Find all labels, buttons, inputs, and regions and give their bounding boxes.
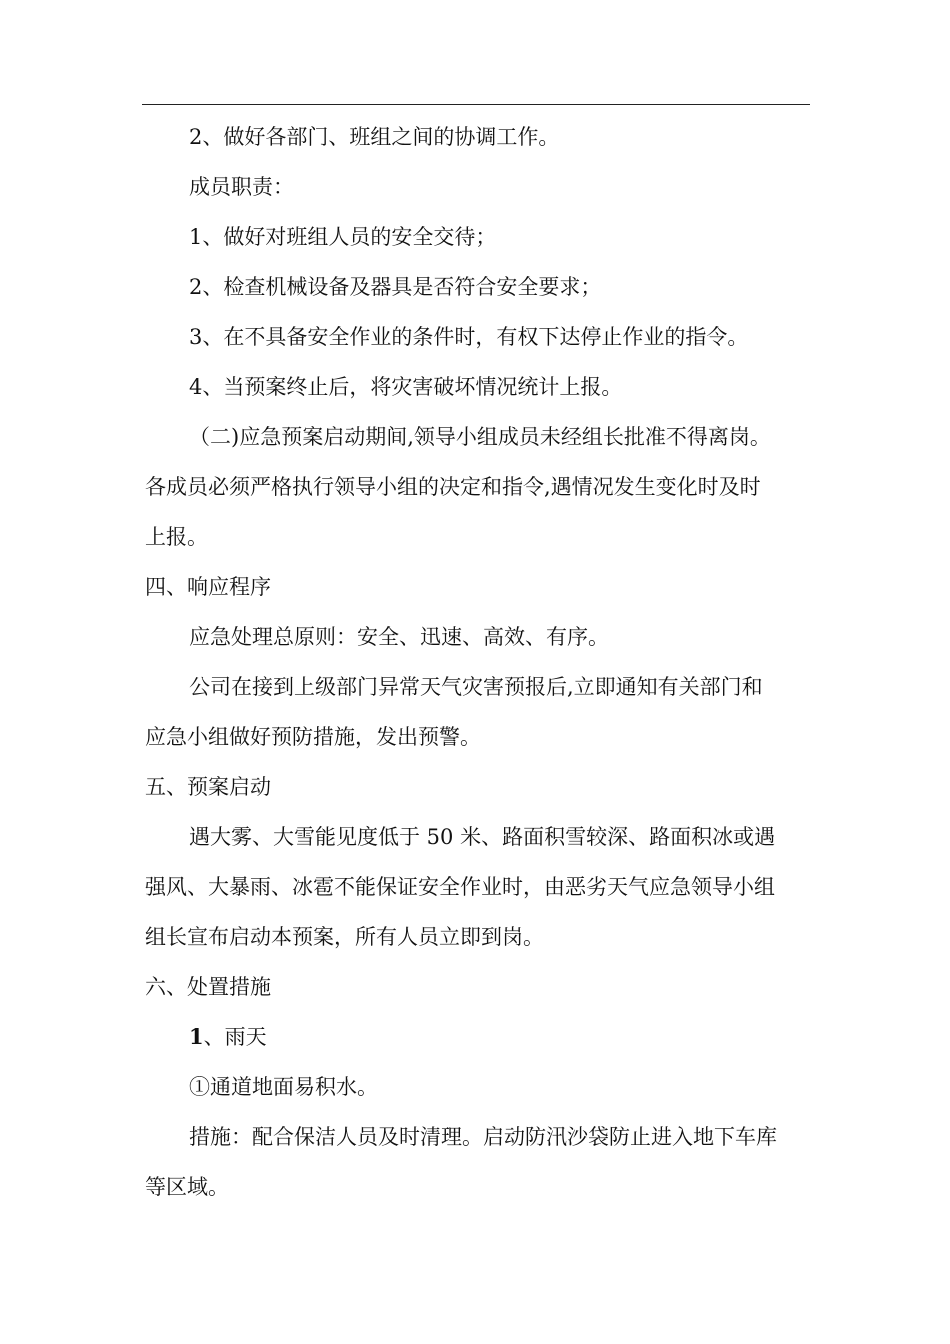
paragraph-line: 应急处理总原则：安全、迅速、高效、有序。	[189, 625, 609, 649]
paragraph-line: 应急小组做好预防措施，发出预警。	[145, 725, 481, 749]
paragraph-line: 组长宣布启动本预案，所有人员立即到岗。	[145, 925, 544, 949]
paragraph-line: 措施：配合保洁人员及时清理。启动防汛沙袋防止进入地下车库	[189, 1125, 777, 1149]
subheading-rainy-day	[145, 1012, 809, 1062]
paragraph-line: 强风、大暴雨、冰雹不能保证安全作业时，由恶劣天气应急领导小组	[145, 875, 775, 899]
subheading-number: 1	[189, 1024, 204, 1049]
paragraph-line: 等区域。	[145, 1175, 229, 1199]
paragraph-line: 上报。	[145, 525, 208, 549]
paragraph-line: 各成员必须严格执行领导小组的决定和指令,遇情况发生变化时及时	[145, 475, 761, 499]
paragraph-line: 1、做好对班组人员的安全交待；	[189, 225, 497, 249]
paragraph-line: 3、在不具备安全作业的条件时，有权下达停止作业的指令。	[189, 325, 749, 349]
paragraph-line: 2、检查机械设备及器具是否符合安全要求；	[189, 275, 602, 299]
section-heading-measures: 六、处置措施	[145, 975, 271, 999]
paragraph-line: （二)应急预案启动期间,领导小组成员未经组长批准不得离岗。	[189, 425, 771, 449]
subheading-text: 、雨天	[203, 1025, 267, 1049]
section-heading-activation: 五、预案启动	[145, 775, 271, 799]
paragraph-line: ①通道地面易积水。	[189, 1075, 378, 1099]
header-rule	[142, 104, 810, 105]
paragraph-line: 2、做好各部门、班组之间的协调工作。	[189, 125, 560, 149]
paragraph-line: 公司在接到上级部门异常天气灾害预报后,立即通知有关部门和	[189, 675, 763, 699]
paragraph-line: 4、当预案终止后，将灾害破坏情况统计上报。	[189, 375, 623, 399]
document-body	[145, 112, 809, 1212]
paragraph-line: 遇大雾、大雪能见度低于 50 米、路面积雪较深、路面积冰或遇	[189, 825, 776, 849]
section-heading-response: 四、响应程序	[145, 575, 271, 599]
member-duties-heading: 成员职责：	[189, 175, 294, 199]
